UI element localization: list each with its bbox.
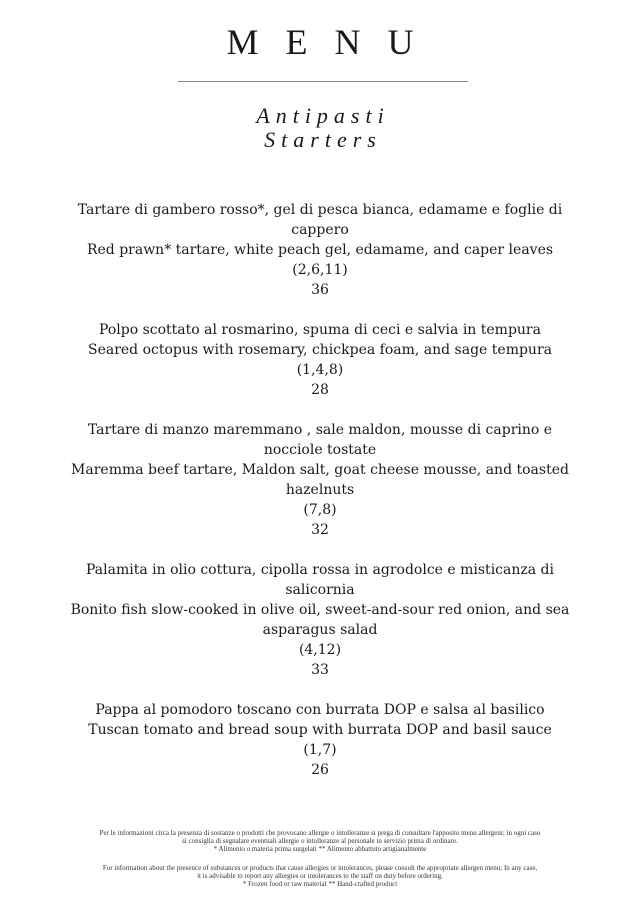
dish-name-italian: Tartare di manzo maremmano , sale maldon, mousse di caprino e nocciole tostate: [87, 422, 553, 458]
dish-name-italian: Tartare di gambero rosso*, gel di pesca bianca, edamame e foglie di cappero: [77, 202, 563, 238]
dish-allergens: (7,8): [303, 502, 337, 518]
dish-allergens: (1,7): [303, 742, 337, 758]
dish-price: 33: [311, 662, 329, 678]
footnote-line: Per le informazioni circa la presenza di sostanze o prodotti che provocano allergie o intolleranze si prega di consultare l'apposito menu allergeni; in ogni caso: [99, 829, 541, 837]
dish-name-english: Tuscan tomato and bread soup with burrata DOP and basil sauce: [88, 722, 552, 738]
dish-price: 28: [311, 382, 329, 398]
footnote-line: For information about the presence of substances or products that cause allergies or intolerances, please consult the appropriate allergen menu; In any case,: [102, 864, 538, 872]
menu-item: [60, 700, 580, 780]
dish-price: 26: [311, 762, 329, 778]
dish-name-english: Red prawn* tartare, white peach gel, edamame, and caper leaves: [86, 242, 554, 258]
menu-item: [60, 560, 580, 680]
dish-allergens: (4,12): [298, 642, 342, 658]
title-divider: [178, 81, 468, 82]
section-heading: [0, 104, 640, 152]
dish-name-italian: Polpo scottato al rosmarino, spuma di ceci e salvia in tempura: [99, 322, 541, 338]
menu-list: [60, 200, 580, 800]
footnote-line: it is advisable to report any allergies or intolerances to the staff on duty before ordering.: [197, 872, 443, 880]
dish-price: 36: [311, 282, 329, 298]
dish-allergens: (2,6,11): [292, 262, 348, 278]
dish-price: 32: [311, 522, 329, 538]
allergen-notice-english: [60, 864, 580, 888]
dish-allergens: (1,4,8): [296, 362, 344, 378]
dish-name-italian: Pappa al pomodoro toscano con burrata DOP e salsa al basilico: [95, 702, 545, 718]
footnote-line: * Alimento o materia prima surgelati ** Alimento abbattuto artigianalmente: [213, 845, 427, 853]
menu-item: [60, 420, 580, 540]
footnote-line: si consiglia di segnalare eventuali allergie o intolleranze al personale in servizio prima di ordinare.: [182, 837, 458, 845]
dish-name-italian: Palamita in olio cottura, cipolla rossa in agrodolce e misticanza di salicornia: [86, 562, 554, 598]
section-title-italian: Antipasti: [256, 103, 390, 128]
dish-name-english: Maremma beef tartare, Maldon salt, goat cheese mousse, and toasted hazelnuts: [71, 462, 569, 498]
allergen-notice-italian: [60, 829, 580, 853]
page-title: MENU: [226, 22, 441, 62]
section-title-english: Starters: [264, 127, 382, 152]
menu-item: [60, 320, 580, 400]
dish-name-english: Seared octopus with rosemary, chickpea foam, and sage tempura: [87, 342, 552, 358]
footnote-line: * Frozen food or raw material ** Hand-crafted product: [242, 880, 398, 888]
dish-name-english: Bonito fish slow-cooked in olive oil, sweet-and-sour red onion, and sea asparagus salad: [70, 602, 570, 638]
menu-item: [60, 200, 580, 300]
